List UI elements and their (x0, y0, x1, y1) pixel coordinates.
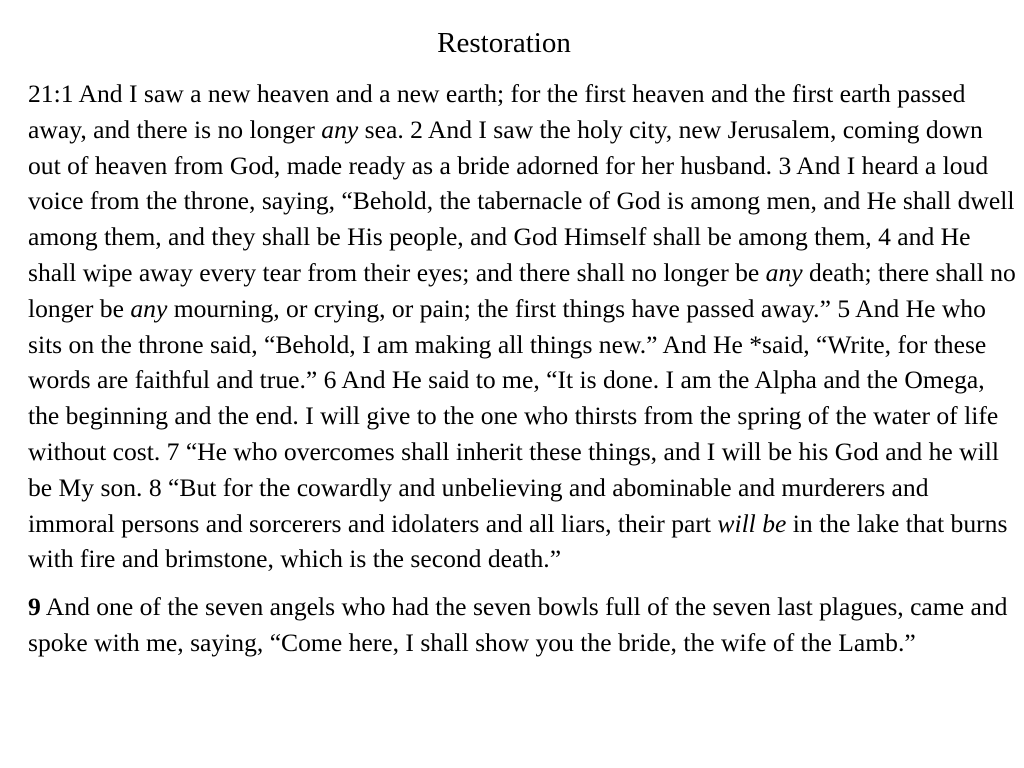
italic-word: any (321, 114, 359, 144)
text-segment: mourning, or crying, or pain; the first things have passed away.” 5 And He who sits on the throne said, “Behold, I am making all things new.” And He *said, “Write, for these words are faithful and true.” 6 And He said to me, “It is done. I am the Alpha and the Omega, the beginning and the end. I will give to the one who thirsts from the spring of the water of life without cost. 7 “He who overcomes shall inherit these things, and I will be his God and he will be My son. 8 “But for the cowardly and unbelieving and abominable and murderers and immoral persons and sorcerers and idolaters and all liars, their part (28, 293, 999, 538)
text-segment: And one of the seven angels who had the seven bowls full of the seven last plagues, came and spoke with me, saying, “Come here, I shall show you the bride, the wife of the Lamb.” (28, 592, 1008, 657)
text-segment: in the lake that burns with fire and brimstone, which is the second death.” (28, 508, 1008, 574)
scripture-body (28, 76, 1018, 661)
verse-number: 9 (28, 592, 41, 622)
text-segment: sea. 2 And I saw the holy city, new Jerusalem, coming down out of heaven from God, made ready as a bride adorned for her husband. 3 And I heard a loud voice from the throne, saying, “Behold, the tabernacle of God is among men, and He shall dwell among them, and they shall be His people, and God Himself shall be among them, 4 and He shall wipe away every tear from their eyes; and there shall no longer be (28, 114, 1015, 287)
italic-word: any (130, 293, 168, 323)
text-segment: death; there shall no longer be (28, 257, 1016, 323)
paragraph-revelation-21-1-8 (28, 76, 1018, 577)
italic-word: will be (717, 508, 787, 538)
italic-word: any (765, 257, 803, 287)
page-title: Restoration (437, 27, 571, 59)
paragraph-verse-9 (28, 589, 1018, 661)
text-segment: 21:1 And I saw a new heaven and a new earth; for the first heaven and the first earth passed away, and there is no longer (28, 79, 966, 144)
